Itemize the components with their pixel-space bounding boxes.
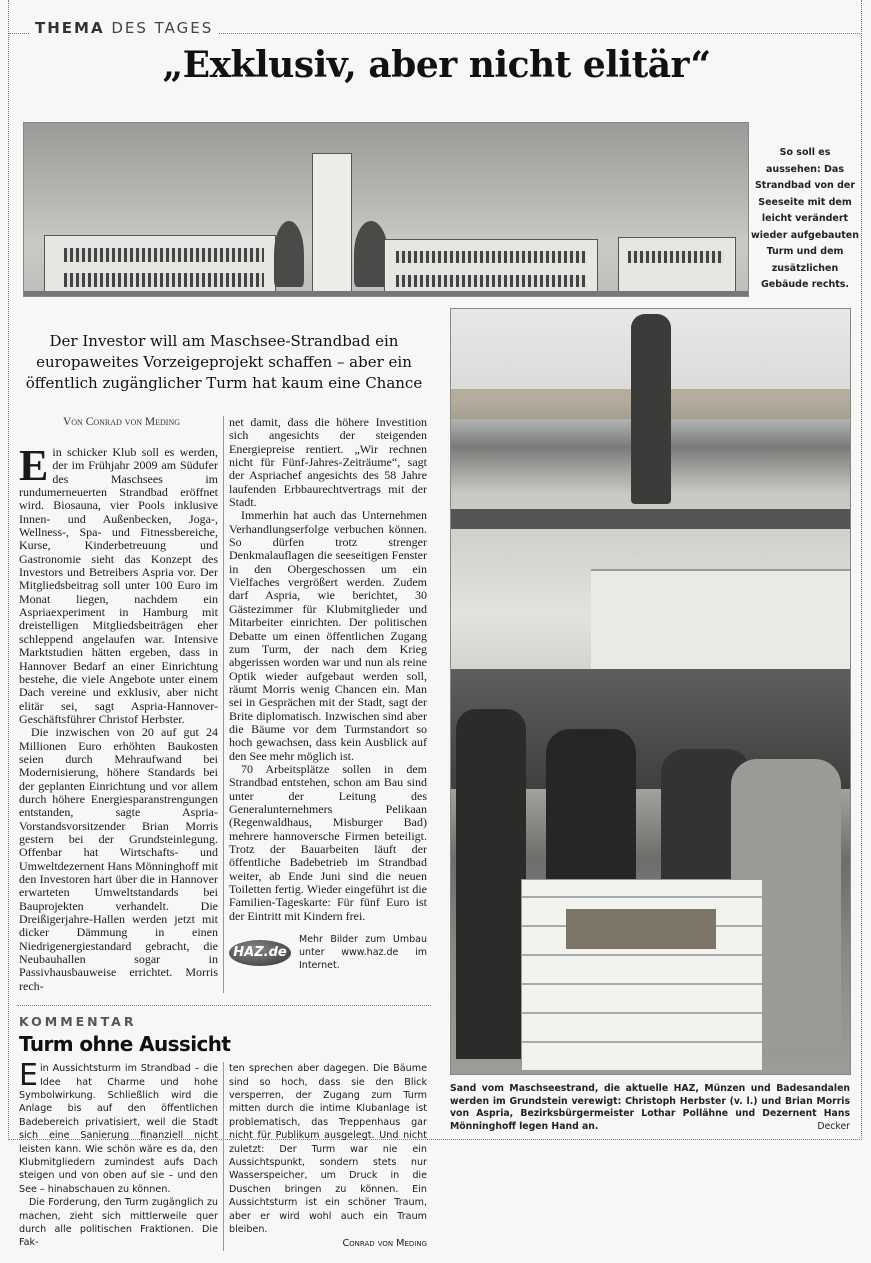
article-paragraph: Die inzwischen von 20 auf gut 24 Millionen Euro erhöhten Baukosten seien durch Mehraufwand bei Modernisierung, höhere Standards bei der geplanten Einrichtung und vor allem durch höhere Energiesparanstrengungen entstanden, sagte Aspria-Vorstandsvorsitzender Brian Morris gestern bei der Grundsteinlegung. Offenbar hat Wirtschafts- und Umweltdezernent Hans Mönninghoff mit den Investoren hart über die in Hannover erwarteten Umweltstandards bei Bauprojekten verhandelt. Die Dreißigerjahre-Hallen werden jetzt mit dicker Dämmung in einen Niedrigenergiestandard gebracht, die Neubauhallen sogar in Passivhausbauweise errichtet. Morris rech- (19, 725, 218, 993)
architectural-rendering-image (23, 122, 749, 297)
drop-cap: E (19, 441, 49, 490)
kommentar-label: KOMMENTAR (19, 1014, 137, 1030)
left-content (19, 331, 433, 1263)
photo-caption (450, 1083, 850, 1133)
kommentar-paragraph (19, 1058, 218, 1196)
headline: „Exklusiv, aber nicht elitär“ (162, 44, 711, 86)
subheadline: Der Investor will am Maschsee-Strandbad ein europaweites Vorzeigeprojekt schaffen – aber ein öffentlich zugänglicher Turm hat kaum eine Chance (25, 332, 423, 392)
article-paragraph: Immerhin hat auch das Unternehmen Verhandlungserfolge verbuchen können. So dürfen trotz strenger Denkmalauflagen die seeseitigen Fenster in den Obergeschossen um ein Vielfaches vergrößert werden. Zudem darf Aspria, wie berichtet, 30 Gästezimmer für Klubmitglieder und Mitarbeiter einrichten. Der politischen Debatte um einen öffentlichen Zugang zum Turm, der nach dem Krieg abgerissen worden war und nun als reine Optik wieder aufgebaut werden soll, räumt Morris wenig Chancen ein. Man sei in Gesprächen mit der Stadt, sagt der Brite diplomatisch. Inzwischen sind aber die Bäume vor dem Turmstandort so hoch gewachsen, dass kein Ausblick auf den See mehr möglich ist. (229, 508, 427, 763)
kommentar-column-1 (19, 1058, 223, 1251)
caption-text: Sand vom Maschseestrand, die aktuelle HAZ, Münzen und Badesandalen werden im Grundstein verewigt: Christoph Herbster (v. l.) und Brian Morris von Aspria, Bezirksbürgermeister Lothar Pollähne und Dezernent Hans Mönninghoff legen Hand an. (450, 1083, 850, 1132)
kommentar-title: Turm ohne Aussicht (19, 1032, 231, 1057)
kicker-rest: DES TAGES (111, 19, 214, 37)
section-kicker (35, 19, 213, 37)
byline: Von Conrad von Meding (62, 416, 181, 428)
article-paragraph: net damit, dass die höhere Investition sich angesichts der steigenden Energiepreise rentiert. „Wir rechnen nicht für Fünf-Jahres-Zeiträume“, sagt der Aspriachef angesichts des 58 Jahre laufenden Erbbaurechtvertrags mit der Stadt. (229, 415, 427, 510)
haz-logo[interactable]: HAZ.de (229, 940, 291, 966)
kommentar-columns (19, 1058, 433, 1251)
online-note: Mehr Bilder zum Umbau unter www.haz.de im Internet. (299, 934, 427, 972)
haz-promo (229, 933, 427, 972)
article-paragraph (19, 441, 218, 726)
kommentar-column-2 (223, 1062, 427, 1251)
image-caption: So soll es aussehen: Das Strandbad von der Seeseite mit dem leicht verändert wieder aufgebauten Turm und dem zusätzlichen Gebäude rechts. (751, 147, 859, 290)
article-column-2 (223, 416, 427, 993)
drop-cap: E (19, 1058, 38, 1094)
article-paragraph: 70 Arbeitsplätze sollen in dem Strandbad entstehen, schon am Bau sind unter der Leitung des Generalunternehmers Pelikaan (Regenwaldhaus, Misburger Bad) mehrere hannoversche Firmen beteiligt. Trotz der Bauarbeiten läuft der öffentliche Badebetrieb im Strandbad weiter, ab Ende Juni sind die neuen Toiletten fertig. Wieder eingeführt ist die Familien-Tageskarte: Für fünf Euro ist der Eintritt mit Kindern frei. (229, 761, 427, 923)
divider (17, 1005, 431, 1006)
kommentar-paragraph: ten sprechen aber dagegen. Die Bäume sind so hoch, dass sie den Blick versperren, der Zugang zum Turm mitten durch die intime Klubanlage ist problematisch, das Treppenhaus gar nicht für Publikum ausgelegt. Und nicht zuletzt: Der Turm war nie ein Aussichtspunkt, sondern stets nur Wasserspeicher, um Druck in die Duschen bringen zu können. Ein Aussichtsturm ist ein schöner Traum, aber er wird wohl auch ein Traum bleiben. (229, 1063, 427, 1235)
article-column-1 (19, 432, 223, 993)
paragraph-text: in Aussichtsturm im Strandbad – die Idee hat Charme und hohe Symbolwirkung. Schließlich wird die Anlage bis auf den öffentlichen Badebereich privatisiert, weil die Stadt sich eine Sanierung finanziell nicht leisten kann. Wie schön wäre es da, den Klubmitgliedern zumindest aufs Dach steigen und von oben auf sie – und den See – hinabschauen zu können. (19, 1063, 218, 1195)
divider (219, 33, 862, 34)
groundbreaking-photo (450, 308, 851, 1075)
kommentar-paragraph: Die Forderung, den Turm zugänglich zu machen, zieht sich mittlerweile quer durch alle politischen Fraktionen. Die Fak- (19, 1197, 218, 1249)
kommentar-author: Conrad von Meding (342, 1238, 427, 1250)
kicker-bold: THEMA (35, 19, 105, 37)
divider (9, 33, 29, 34)
paragraph-text: in schicker Klub soll es werden, der im Frühjahr 2009 am Südufer des Maschsees im rundumerneuerten Strandbad eröffnet wird. Biosauna, vier Pools inklusive Innen- und Außenbecken, Joga-, Wellness-, Spa- und Fitnessbereiche, Kurse, Kinderbetreuung und Gastronomie sieht das Konzept des Investors und Betreibers Aspria vor. Der Mitgliedsbeitrag soll unter 100 Euro im Monat liegen, nachdem ein Aspriaexperiment in Hamburg mit dreistelligen Mitgliedsbeiträgen eher schleppend angelaufen war. Intensive Marktstudien hätten ergeben, dass in Hannover Bedarf an einer Einrichtung bestehe, die viele Angebote unter einem Dach vereine und exklusiv, aber nicht elitär sei, sagt Aspria-Hannover-Geschäftsführer Christof Herbster. (19, 445, 218, 726)
page-frame (8, 0, 862, 1250)
photo-credit: Decker (817, 1120, 850, 1132)
